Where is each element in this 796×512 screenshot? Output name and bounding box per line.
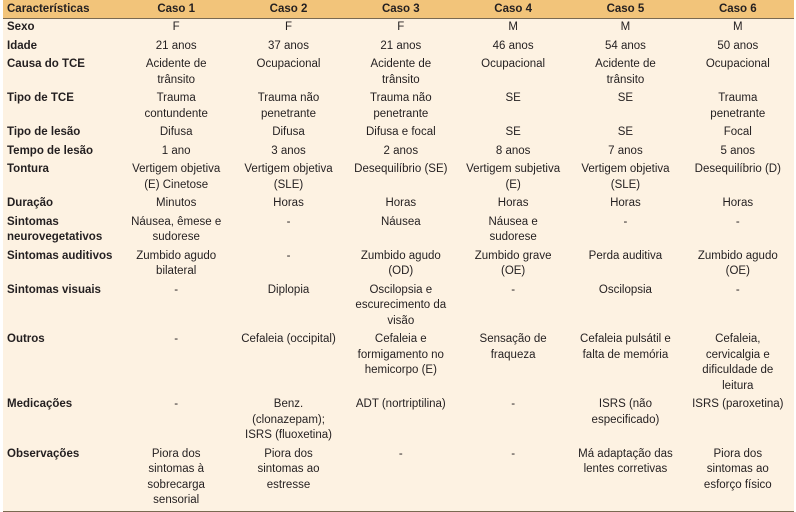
cell-caso-6: -	[682, 282, 794, 332]
cell-caso-3: Cefaleia e formigamento no hemicorpo (E)	[345, 331, 457, 396]
cell-caso-2: Trauma não penetrante	[232, 90, 344, 124]
cell-caso-2: Cefaleia (occipital)	[232, 331, 344, 396]
cell-caso-5: ISRS (não especificado)	[569, 396, 681, 446]
cell-caso-1: -	[120, 282, 232, 332]
case-table	[3, 0, 794, 512]
cell-caso-1: Vertigem objetiva (E) Cinetose	[120, 161, 232, 195]
header-row	[3, 0, 794, 19]
cell-caso-3: Difusa e focal	[345, 124, 457, 143]
row-tempo-de-lesao	[3, 143, 794, 162]
header-caso-4: Caso 4	[457, 0, 569, 19]
cell-caso-1: Zumbido agudo bilateral	[120, 248, 232, 282]
row-label: Sintomas visuais	[3, 282, 120, 332]
cell-caso-3: -	[345, 446, 457, 512]
cell-caso-6: Focal	[682, 124, 794, 143]
cell-caso-1: Minutos	[120, 195, 232, 214]
cell-caso-4: Zumbido grave (OE)	[457, 248, 569, 282]
row-label: Outros	[3, 331, 120, 396]
cell-caso-1: Piora dos sintomas à sobrecarga sensorial	[120, 446, 232, 512]
cell-caso-4: 46 anos	[457, 38, 569, 57]
row-tontura	[3, 161, 794, 195]
cell-caso-3: Zumbido agudo (OD)	[345, 248, 457, 282]
cell-caso-2: Piora dos sintomas ao estresse	[232, 446, 344, 512]
row-sintomas-neurovegetativos	[3, 214, 794, 248]
row-label: Tipo de TCE	[3, 90, 120, 124]
cell-caso-3: Trauma não penetrante	[345, 90, 457, 124]
row-idade	[3, 38, 794, 57]
cell-caso-6: ISRS (paroxetina)	[682, 396, 794, 446]
cell-caso-5: Oscilopsia	[569, 282, 681, 332]
cell-caso-3: F	[345, 19, 457, 38]
header-caso-2: Caso 2	[232, 0, 344, 19]
cell-caso-1: -	[120, 396, 232, 446]
cell-caso-6: Piora dos sintomas ao esforço físico	[682, 446, 794, 512]
row-label: Duração	[3, 195, 120, 214]
cell-caso-1: F	[120, 19, 232, 38]
cell-caso-1: 21 anos	[120, 38, 232, 57]
cell-caso-4: -	[457, 282, 569, 332]
cell-caso-4: -	[457, 396, 569, 446]
cell-caso-3: 2 anos	[345, 143, 457, 162]
cell-caso-5: Perda auditiva	[569, 248, 681, 282]
cell-caso-1: Náusea, êmese e sudorese	[120, 214, 232, 248]
row-label: Tempo de lesão	[3, 143, 120, 162]
row-medicacoes	[3, 396, 794, 446]
cell-caso-4: M	[457, 19, 569, 38]
cell-caso-5: 54 anos	[569, 38, 681, 57]
cell-caso-3: Náusea	[345, 214, 457, 248]
cell-caso-5: Horas	[569, 195, 681, 214]
header-caracteristicas: Características	[3, 0, 120, 19]
cell-caso-6: M	[682, 19, 794, 38]
row-label: Observações	[3, 446, 120, 512]
header-caso-6: Caso 6	[682, 0, 794, 19]
cell-caso-4: Náusea e sudorese	[457, 214, 569, 248]
cell-caso-3: Desequilíbrio (SE)	[345, 161, 457, 195]
cell-caso-5: Má adaptação das lentes corretivas	[569, 446, 681, 512]
row-observacoes	[3, 446, 794, 512]
row-sintomas-auditivos	[3, 248, 794, 282]
cell-caso-5: Cefaleia pulsátil e falta de memória	[569, 331, 681, 396]
cell-caso-1: 1 ano	[120, 143, 232, 162]
cell-caso-4: Horas	[457, 195, 569, 214]
row-sintomas-visuais	[3, 282, 794, 332]
header-caso-5: Caso 5	[569, 0, 681, 19]
cell-caso-6: -	[682, 214, 794, 248]
cell-caso-2: Difusa	[232, 124, 344, 143]
cell-caso-2: Diplopia	[232, 282, 344, 332]
header-caso-3: Caso 3	[345, 0, 457, 19]
cell-caso-6: Cefaleia, cervicalgia e dificuldade de leitura	[682, 331, 794, 396]
cell-caso-5: M	[569, 19, 681, 38]
cell-caso-1: -	[120, 331, 232, 396]
row-label: Idade	[3, 38, 120, 57]
cell-caso-6: Zumbido agudo (OE)	[682, 248, 794, 282]
cell-caso-5: SE	[569, 90, 681, 124]
cell-caso-1: Difusa	[120, 124, 232, 143]
row-outros	[3, 331, 794, 396]
cell-caso-3: Acidente de trânsito	[345, 56, 457, 90]
cell-caso-5: 7 anos	[569, 143, 681, 162]
cell-caso-4: SE	[457, 90, 569, 124]
row-label: Causa do TCE	[3, 56, 120, 90]
cell-caso-2: Benz. (clonazepam); ISRS (fluoxetina)	[232, 396, 344, 446]
cell-caso-2: Ocupacional	[232, 56, 344, 90]
cell-caso-5: -	[569, 214, 681, 248]
row-duracao	[3, 195, 794, 214]
cell-caso-4: 8 anos	[457, 143, 569, 162]
row-label: Tipo de lesão	[3, 124, 120, 143]
cell-caso-4: SE	[457, 124, 569, 143]
cell-caso-5: SE	[569, 124, 681, 143]
cell-caso-6: 50 anos	[682, 38, 794, 57]
header-caso-1: Caso 1	[120, 0, 232, 19]
cell-caso-6: Desequilíbrio (D)	[682, 161, 794, 195]
cell-caso-2: -	[232, 214, 344, 248]
cell-caso-6: Horas	[682, 195, 794, 214]
cell-caso-6: Ocupacional	[682, 56, 794, 90]
cell-caso-3: ADT (nortriptilina)	[345, 396, 457, 446]
cell-caso-5: Acidente de trânsito	[569, 56, 681, 90]
cell-caso-6: 5 anos	[682, 143, 794, 162]
row-causa-do-tce	[3, 56, 794, 90]
row-tipo-de-lesao	[3, 124, 794, 143]
cell-caso-3: 21 anos	[345, 38, 457, 57]
cell-caso-3: Oscilopsia e escurecimento da visão	[345, 282, 457, 332]
row-label: Sintomas neurovegetativos	[3, 214, 120, 248]
cell-caso-5: Vertigem objetiva (SLE)	[569, 161, 681, 195]
cell-caso-2: F	[232, 19, 344, 38]
cell-caso-2: Horas	[232, 195, 344, 214]
row-tipo-de-tce	[3, 90, 794, 124]
cell-caso-1: Trauma contundente	[120, 90, 232, 124]
cell-caso-2: -	[232, 248, 344, 282]
cell-caso-6: Trauma penetrante	[682, 90, 794, 124]
row-label: Tontura	[3, 161, 120, 195]
cell-caso-1: Acidente de trânsito	[120, 56, 232, 90]
cell-caso-4: Vertigem subjetiva (E)	[457, 161, 569, 195]
cell-caso-4: Sensação de fraqueza	[457, 331, 569, 396]
row-label: Sexo	[3, 19, 120, 38]
cell-caso-4: Ocupacional	[457, 56, 569, 90]
page	[3, 0, 794, 512]
row-label: Sintomas auditivos	[3, 248, 120, 282]
row-label: Medicações	[3, 396, 120, 446]
cell-caso-2: Vertigem objetiva (SLE)	[232, 161, 344, 195]
cell-caso-3: Horas	[345, 195, 457, 214]
cell-caso-2: 3 anos	[232, 143, 344, 162]
cell-caso-2: 37 anos	[232, 38, 344, 57]
cell-caso-4: -	[457, 446, 569, 512]
row-sexo	[3, 19, 794, 38]
